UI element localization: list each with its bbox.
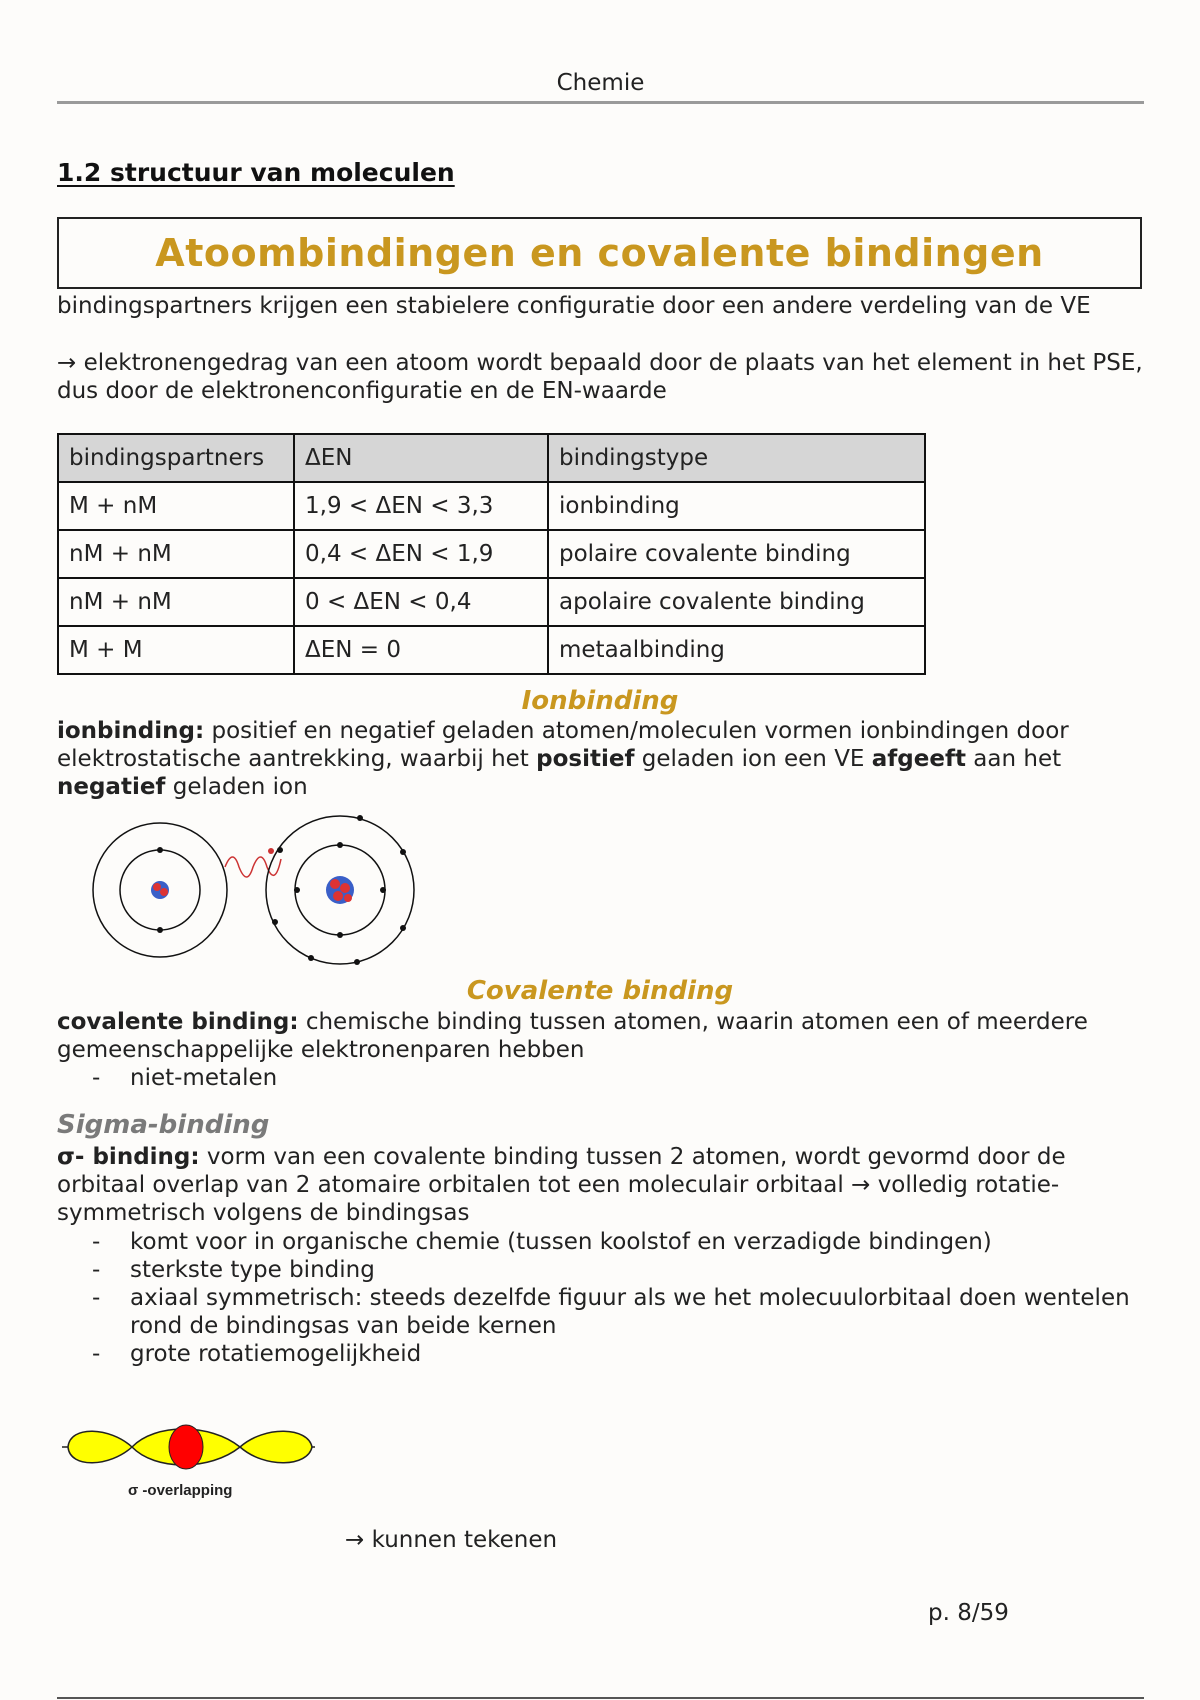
covalent-term: covalente binding: (57, 1009, 299, 1035)
table-header-cell: bindingspartners (58, 434, 294, 482)
table-cell: 0 < ΔEN < 0,4 (294, 578, 548, 626)
en-difference-table (57, 433, 926, 675)
transferred-electron (268, 848, 274, 854)
table-cell: metaalbinding (548, 626, 925, 674)
page-header-title: Chemie (556, 70, 645, 96)
atom-right (266, 815, 414, 965)
bold-positief: positief (536, 746, 635, 772)
title-box (57, 217, 1142, 289)
bold-afgeeft: afgeeft (871, 746, 966, 772)
table-header-cell: ΔEN (294, 434, 548, 482)
ionbinding-text-b: geladen ion een VE (634, 746, 872, 772)
ionbinding-term: ionbinding: (57, 718, 205, 744)
footer-divider (57, 1697, 1144, 1699)
ionbinding-text-d: geladen ion (165, 774, 308, 800)
table-row (58, 530, 925, 578)
ionbinding-definition (57, 717, 1147, 801)
title-box-text: Atoombindingen en covalente bindingen (155, 231, 1044, 275)
sigma-term: σ- binding: (57, 1144, 200, 1170)
header-divider (57, 101, 1144, 104)
covalent-bullet-list (92, 1064, 1142, 1092)
page-number: p. 8/59 (928, 1600, 1009, 1626)
overlap-region (169, 1425, 203, 1469)
ion-transfer-diagram (85, 812, 425, 972)
list-item: - komt voor in organische chemie (tussen koolstof en verzadigde bindingen) (92, 1228, 1142, 1256)
list-item: - grote rotatiemogelijkheid (92, 1340, 1142, 1368)
table-cell: ionbinding (548, 482, 925, 530)
table-row (58, 626, 925, 674)
bold-negatief: negatief (57, 774, 166, 800)
atom-left (93, 823, 227, 957)
covalent-heading: Covalente binding (466, 976, 734, 1006)
sigma-text: vorm van een covalente binding tussen 2 atomen, wordt gevormd door de orbitaal overlap van 2 atomaire orbitalen tot een moleculair orbitaal → volledig rotatie-symmetrisch volgens de bindingsas (57, 1144, 1066, 1226)
draw-note: → kunnen tekenen (345, 1527, 558, 1553)
table-cell: M + M (58, 626, 294, 674)
table-header-row (58, 434, 925, 482)
table-cell: 1,9 < ΔEN < 3,3 (294, 482, 548, 530)
sigma-heading: Sigma-binding (57, 1110, 270, 1140)
table-cell: polaire covalente binding (548, 530, 925, 578)
table-cell: ΔEN = 0 (294, 626, 548, 674)
orbital-lobe (68, 1431, 132, 1463)
table-cell: nM + nM (58, 530, 294, 578)
sigma-diagram-label: σ -overlapping (128, 1482, 233, 1499)
sigma-overlap-diagram (60, 1415, 320, 1505)
orbital-lobe (240, 1431, 312, 1463)
intro-paragraph-1: bindingspartners krijgen een stabielere configuratie door een andere verdeling van de VE (57, 293, 1091, 319)
list-item: - axiaal symmetrisch: steeds dezelfde figuur als we het molecuulorbitaal doen wentelen rond de bindingsas van beide kernen (92, 1284, 1142, 1340)
table-row (58, 482, 925, 530)
intro-paragraph-2: → elektronengedrag van een atoom wordt bepaald door de plaats van het element in het PSE, dus door de elektronenconfiguratie en de EN-waarde (57, 350, 1143, 404)
sigma-definition (57, 1143, 1147, 1227)
section-heading: 1.2 structuur van moleculen (57, 158, 455, 187)
table-header-cell: bindingstype (548, 434, 925, 482)
sigma-bullet-list (92, 1228, 1142, 1368)
ionbinding-text-c: aan het (965, 746, 1062, 772)
ionbinding-text-a: positief en negatief geladen atomen/moleculen vormen ionbindingen door elektrostatische aantrekking, waarbij het (57, 718, 1069, 772)
table-cell: 0,4 < ΔEN < 1,9 (294, 530, 548, 578)
ionbinding-heading: Ionbinding (521, 686, 679, 716)
list-item: - sterkste type binding (92, 1256, 1142, 1284)
table-cell: apolaire covalente binding (548, 578, 925, 626)
covalent-definition (57, 1008, 1147, 1064)
table-row (58, 578, 925, 626)
list-item: - niet-metalen (92, 1064, 1142, 1092)
table-cell: nM + nM (58, 578, 294, 626)
table-cell: M + nM (58, 482, 294, 530)
covalent-text: chemische binding tussen atomen, waarin atomen een of meerdere gemeenschappelijke elektronenparen hebben (57, 1009, 1088, 1063)
